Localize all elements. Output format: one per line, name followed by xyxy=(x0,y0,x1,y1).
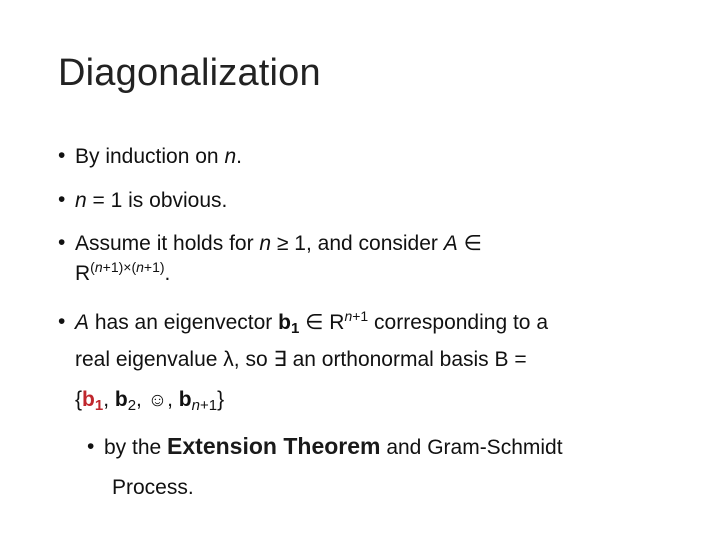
bullet-2 xyxy=(58,190,227,211)
bullet-3-cont xyxy=(75,260,170,284)
sup-n1: n xyxy=(94,259,103,275)
bullet-3-superscript xyxy=(90,259,164,275)
extension-theorem: Extension Theorem xyxy=(167,433,381,459)
bullet-4-post: corresponding to a xyxy=(368,311,549,334)
bullet-dot: • xyxy=(58,310,66,333)
bullet-3-var-n: n xyxy=(259,232,272,255)
comma-3: , xyxy=(167,388,179,411)
sup-n: n xyxy=(344,308,353,324)
bullet-1-post: . xyxy=(236,145,242,168)
bullet-5-post: and Gram-Schmidt xyxy=(380,436,563,459)
bullet-4 xyxy=(58,309,548,336)
basis-bn: b xyxy=(178,388,192,411)
basis-b2: b xyxy=(114,388,128,411)
bullet-3-mid: ≥ 1, and consider xyxy=(271,232,444,255)
bullet-5-line2 xyxy=(112,477,194,498)
basis-b1-sub: 1 xyxy=(94,397,104,414)
set-close: } xyxy=(217,388,225,411)
smiley-icon: ☺ xyxy=(147,390,168,411)
bullet-3-var-A: A xyxy=(443,232,458,255)
bullet-3-in: ∈ xyxy=(457,232,482,255)
sup-open: ( xyxy=(90,259,95,275)
bullet-4-b: b xyxy=(278,311,291,334)
bullet-2-post: = 1 is obvious. xyxy=(86,189,228,212)
bullet-5-pre: by the xyxy=(104,436,168,459)
bullet-4-line2 xyxy=(75,349,527,370)
bullet-1-pre: By induction on xyxy=(75,145,225,168)
bullet-2-var: n xyxy=(75,189,87,212)
lambda-symbol: λ xyxy=(223,348,234,371)
bullet-5-line2-text: Process. xyxy=(112,476,194,499)
bn-sub-rest: +1 xyxy=(199,397,218,414)
bullet-4-in: ∈ R xyxy=(299,311,345,334)
bullet-1 xyxy=(58,146,242,167)
set-open: { xyxy=(75,388,83,411)
bullet-4-var-A: A xyxy=(75,311,90,334)
comma-1: , xyxy=(103,388,115,411)
bn-sub-n: n xyxy=(191,397,200,414)
bullet-4-line3 xyxy=(75,389,224,413)
bullet-4-line2-mid: , so ∃ an orthonormal basis B = xyxy=(233,348,527,371)
sup-rest: +1 xyxy=(352,308,369,324)
basis-b1: b xyxy=(82,388,95,411)
bullet-dot: • xyxy=(58,144,66,167)
bullet-3 xyxy=(58,233,482,254)
bullet-dot: • xyxy=(58,188,66,211)
bullet-dot: • xyxy=(87,435,95,458)
bullet-dot: • xyxy=(58,231,66,254)
sup-mid: +1)×( xyxy=(102,259,137,275)
bullet-1-var: n xyxy=(224,145,237,168)
bullet-4-line2-pre: real eigenvalue xyxy=(75,348,224,371)
bullet-4-sub1: 1 xyxy=(290,320,300,337)
comma-2: , xyxy=(136,388,148,411)
bullet-4-pre: has an eigenvector xyxy=(89,311,279,334)
slide-title: Diagonalization xyxy=(58,52,321,94)
bullet-5 xyxy=(87,435,563,458)
basis-b2-sub: 2 xyxy=(127,397,137,414)
bullet-3-R: R xyxy=(75,262,91,285)
bullet-3-end: . xyxy=(164,262,171,285)
basis-bn-sub xyxy=(192,397,217,414)
sup-close: +1) xyxy=(143,259,165,275)
bullet-3-pre: Assume it holds for xyxy=(75,232,260,255)
sup-n2: n xyxy=(136,259,144,275)
bullet-4-sup xyxy=(344,308,368,324)
